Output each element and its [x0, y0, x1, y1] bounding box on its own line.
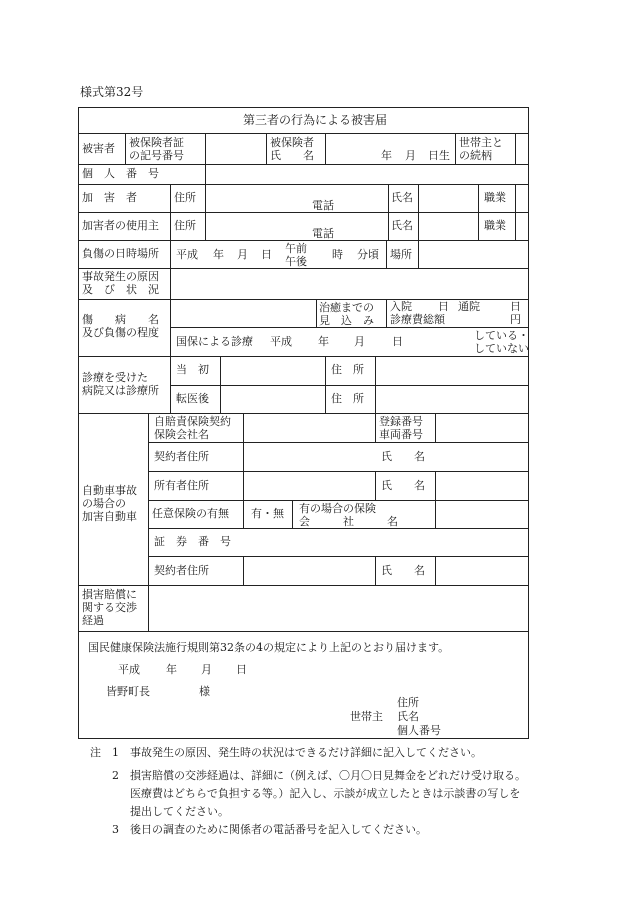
note-line: 医療費はどちらで負担する等。）記入し、示談が成立したときは示談書の写しを: [130, 787, 521, 800]
policy-number-label: 証 券 番 号: [154, 535, 231, 548]
perpetrator-address-label: 住所: [174, 191, 196, 204]
note-line: 後日の調査のために関係者の電話番号を記入してください。: [130, 823, 427, 836]
injury-day: 日: [261, 248, 272, 261]
note-number: 2: [112, 769, 119, 782]
am-pm-label: 午前 午後: [285, 242, 307, 269]
contractor-address-label: 契約者住所: [154, 450, 209, 463]
addressee-honorific: 様: [199, 685, 210, 698]
contractor-name-label: 氏 名: [381, 450, 425, 463]
hospitalized-label: 入院: [390, 300, 412, 313]
total-cost-label: 診療費総額: [390, 313, 445, 326]
employer-label: 加害者の使用主: [82, 219, 159, 232]
declaration-day: 日: [236, 663, 247, 676]
injury-datetime-label: 負傷の日時場所: [82, 247, 159, 260]
employer-phone-label: 電話: [312, 227, 334, 240]
employer-occupation-label: 職業: [484, 219, 506, 232]
car-accident-label: 自動車事故 の場合の 加害自動車: [82, 484, 137, 524]
perpetrator-phone-label: 電話: [312, 199, 334, 212]
note-number: 3: [112, 823, 119, 836]
registration-label: 登録番号 車両番号: [379, 415, 423, 442]
declaration-year: 年: [166, 663, 177, 676]
optional-insurance-label: 任意保険の有無: [152, 507, 229, 520]
contractor-address-label-2: 契約者住所: [154, 564, 209, 577]
nhi-status-options: している・ していない: [474, 329, 529, 356]
hospital-label: 診療を受けた 病院又は診療所: [82, 371, 159, 398]
birth-day-label: 日生: [428, 149, 450, 162]
addressee: 皆野町長: [106, 685, 150, 698]
household-head-label: 世帯主: [350, 710, 383, 723]
victim-label: 被害者: [82, 142, 115, 155]
injury-hour: 時: [332, 248, 343, 261]
outpatient-days: 日: [510, 300, 521, 313]
outpatient-label: 通院: [458, 300, 480, 313]
notes-prefix: 注: [90, 746, 101, 759]
insured-number-label: 被保険者証 の記号番号: [129, 136, 184, 163]
personal-number-label: 個 人 番 号: [82, 167, 159, 180]
optional-insurance-yes-no: 有・無: [251, 507, 284, 520]
perpetrator-occupation-label: 職業: [484, 191, 506, 204]
yen-label: 円: [510, 313, 521, 326]
form-title: 第三者の行為による被害届: [242, 113, 387, 127]
perpetrator-label: 加 害 者: [82, 191, 137, 204]
injury-era: 平成: [176, 248, 198, 261]
cause-label: 事故発生の原因 及 び 状 況: [82, 270, 159, 297]
declaration-era: 平成: [118, 663, 140, 676]
contractor-name-label-2: 氏 名: [381, 564, 425, 577]
insured-name-label: 被保険者 氏 名: [270, 136, 314, 163]
note-line: 提出してください。: [130, 805, 229, 818]
declaration-month: 月: [201, 663, 212, 676]
note-line: 損害賠償の交渉経過は、詳細に（例えば、〇月〇日見舞金をどれだけ受け取る。: [130, 769, 526, 782]
perpetrator-name-label: 氏名: [391, 191, 413, 204]
initial-hospital-label: 当 初: [176, 363, 209, 376]
note-line: 事故発生の原因、発生時の状況はできるだけ詳細に記入してください。: [130, 746, 482, 759]
birth-month-label: 月: [405, 149, 416, 162]
hospitalized-days: 日: [438, 300, 449, 313]
note-number: 1: [112, 746, 119, 759]
nhi-day: 日: [392, 335, 403, 348]
negotiation-label: 損害賠償に 関する交渉 経過: [82, 588, 137, 628]
injury-minute: 分頃: [357, 248, 379, 261]
injury-month: 月: [237, 248, 248, 261]
nhi-month: 月: [354, 335, 365, 348]
transferred-hospital-label: 転医後: [176, 392, 209, 405]
nhi-treatment-label: 国保による診療: [176, 335, 253, 348]
injury-year: 年: [213, 248, 224, 261]
employer-name-label: 氏名: [391, 219, 413, 232]
injury-place-label: 場所: [390, 248, 412, 261]
transferred-hospital-address-label: 住 所: [331, 392, 364, 405]
declaration-statement: 国民健康保険法施行規則第32条の4の規定により上記のとおり届けます。: [88, 641, 450, 654]
owner-address-label: 所有者住所: [154, 479, 209, 492]
relation-label: 世帯主と の続柄: [459, 136, 503, 163]
applicant-address-label: 住所: [397, 696, 419, 709]
recovery-label: 治癒までの 見 込 み: [319, 301, 374, 328]
insurer-label: 自賠責保険契約 保険会社名: [154, 415, 231, 442]
applicant-name-label: 氏名: [397, 710, 419, 723]
initial-hospital-address-label: 住 所: [331, 363, 364, 376]
birth-year-label: 年: [381, 149, 392, 162]
form-number: 様式第32号: [80, 85, 144, 99]
optional-insurer-label: 有の場合の保険 会 社 名: [299, 502, 398, 529]
applicant-personal-number-label: 個人番号: [397, 724, 441, 737]
injury-label: 傷 病 名 及び負傷の程度: [82, 313, 159, 340]
owner-name-label: 氏 名: [381, 479, 425, 492]
employer-address-label: 住所: [174, 219, 196, 232]
nhi-year: 年: [318, 335, 329, 348]
nhi-era: 平成: [270, 335, 292, 348]
